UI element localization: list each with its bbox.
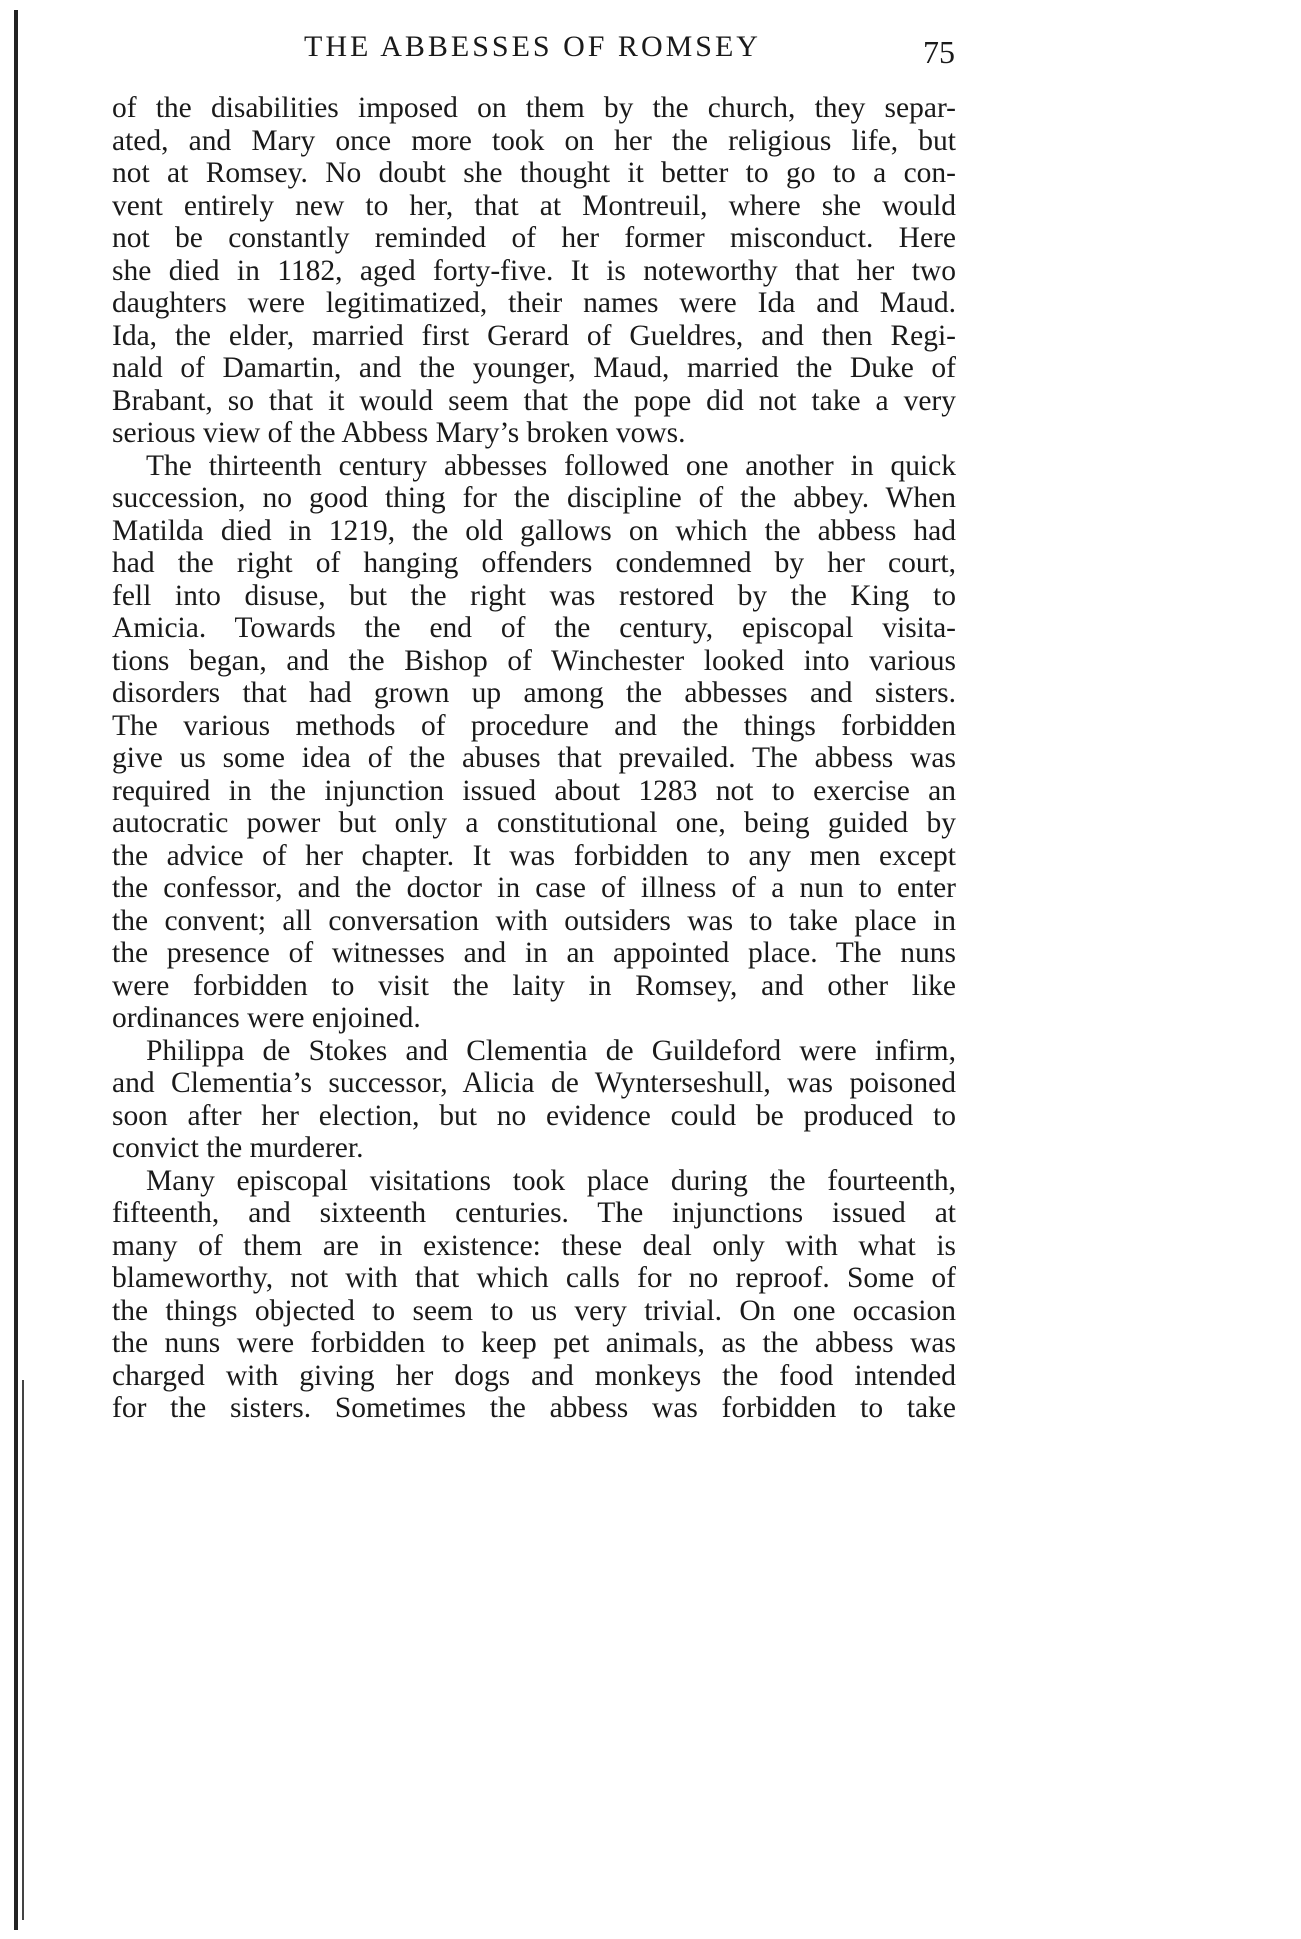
text-line: fell into disuse, but the right was restored by the King to <box>112 579 956 612</box>
text-line: the convent; all conversation with outsiders was to take place in <box>112 904 956 937</box>
text-line: the presence of witnesses and in an appointed place. The nuns <box>112 937 956 969</box>
text-line: Brabant, so that it would seem that the pope did not take a very <box>112 384 956 417</box>
text-line: succession, no good thing for the discipline of the abbey. When <box>112 482 956 514</box>
text-line: vent entirely new to her, that at Montreuil, where she would <box>112 189 956 222</box>
text-line: autocratic power but only a constitutional one, being guided by <box>112 807 956 839</box>
text-line: ated, and Mary once more took on her the religious life, but <box>112 124 956 157</box>
text-line: the confessor, and the doctor in case of illness of a nun to enter <box>112 872 956 904</box>
text-line: Many episcopal visitations took place during the fourteenth, <box>146 1164 956 1197</box>
text-line: convict the murderer. <box>112 1132 364 1164</box>
text-line: many of them are in existence: these deal only with what is <box>112 1229 956 1262</box>
page-number: 75 <box>923 34 955 70</box>
running-title: THE ABBESSES OF ROMSEY <box>304 30 761 63</box>
text-line: not at Romsey. No doubt she thought it better to go to a con- <box>112 157 956 189</box>
text-line: she died in 1182, aged forty-five. It is noteworthy that her two <box>112 254 956 287</box>
page-header <box>110 30 955 80</box>
text-line: not be constantly reminded of her former misconduct. Here <box>112 222 956 254</box>
text-line: Philippa de Stokes and Clementia de Guildeford were infirm, <box>146 1034 956 1067</box>
text-line: charged with giving her dogs and monkeys the food intended <box>112 1359 956 1392</box>
text-line: Ida, the elder, married first Gerard of Gueldres, and then Regi- <box>112 319 956 352</box>
text-line: soon after her election, but no evidence could be produced to <box>112 1099 956 1132</box>
text-line: tions began, and the Bishop of Winchester looked into various <box>112 644 956 677</box>
text-line: had the right of hanging offenders condemned by her court, <box>112 547 956 579</box>
text-line: required in the injunction issued about 1283 not to exercise an <box>112 774 956 807</box>
text-line: the things objected to seem to us very trivial. On one occasion <box>112 1294 956 1327</box>
text-line: The various methods of procedure and the things forbidden <box>112 709 956 742</box>
text-line: the advice of her chapter. It was forbidden to any men except <box>112 839 956 872</box>
binding-edge-shadow <box>22 1380 24 1920</box>
text-line: and Clementia’s successor, Alicia de Wynterseshull, was poisoned <box>112 1067 956 1099</box>
text-line: daughters were legitimatized, their names were Ida and Maud. <box>112 287 956 319</box>
binding-edge-line <box>14 10 18 1930</box>
text-line: Amicia. Towards the end of the century, episcopal visita- <box>112 612 956 644</box>
text-line: blameworthy, not with that which calls for no reproof. Some of <box>112 1262 956 1294</box>
text-line: The thirteenth century abbesses followed one another in quick <box>146 449 956 482</box>
text-line: give us some idea of the abuses that prevailed. The abbess was <box>112 742 956 774</box>
text-line: for the sisters. Sometimes the abbess was forbidden to take <box>112 1392 956 1424</box>
text-line: were forbidden to visit the laity in Romsey, and other like <box>112 969 956 1002</box>
text-line: of the disabilities imposed on them by the church, they separ- <box>112 92 956 124</box>
text-line: serious view of the Abbess Mary’s broken vows. <box>112 417 686 449</box>
text-line: disorders that had grown up among the abbesses and sisters. <box>112 677 956 709</box>
body-text <box>112 92 956 1425</box>
text-line: nald of Damartin, and the younger, Maud, married the Duke of <box>112 352 956 384</box>
text-line: fifteenth, and sixteenth centuries. The injunctions issued at <box>112 1197 956 1229</box>
text-line: Matilda died in 1219, the old gallows on which the abbess had <box>112 514 956 547</box>
text-line: the nuns were forbidden to keep pet animals, as the abbess was <box>112 1327 956 1359</box>
text-line: ordinances were enjoined. <box>112 1002 421 1034</box>
